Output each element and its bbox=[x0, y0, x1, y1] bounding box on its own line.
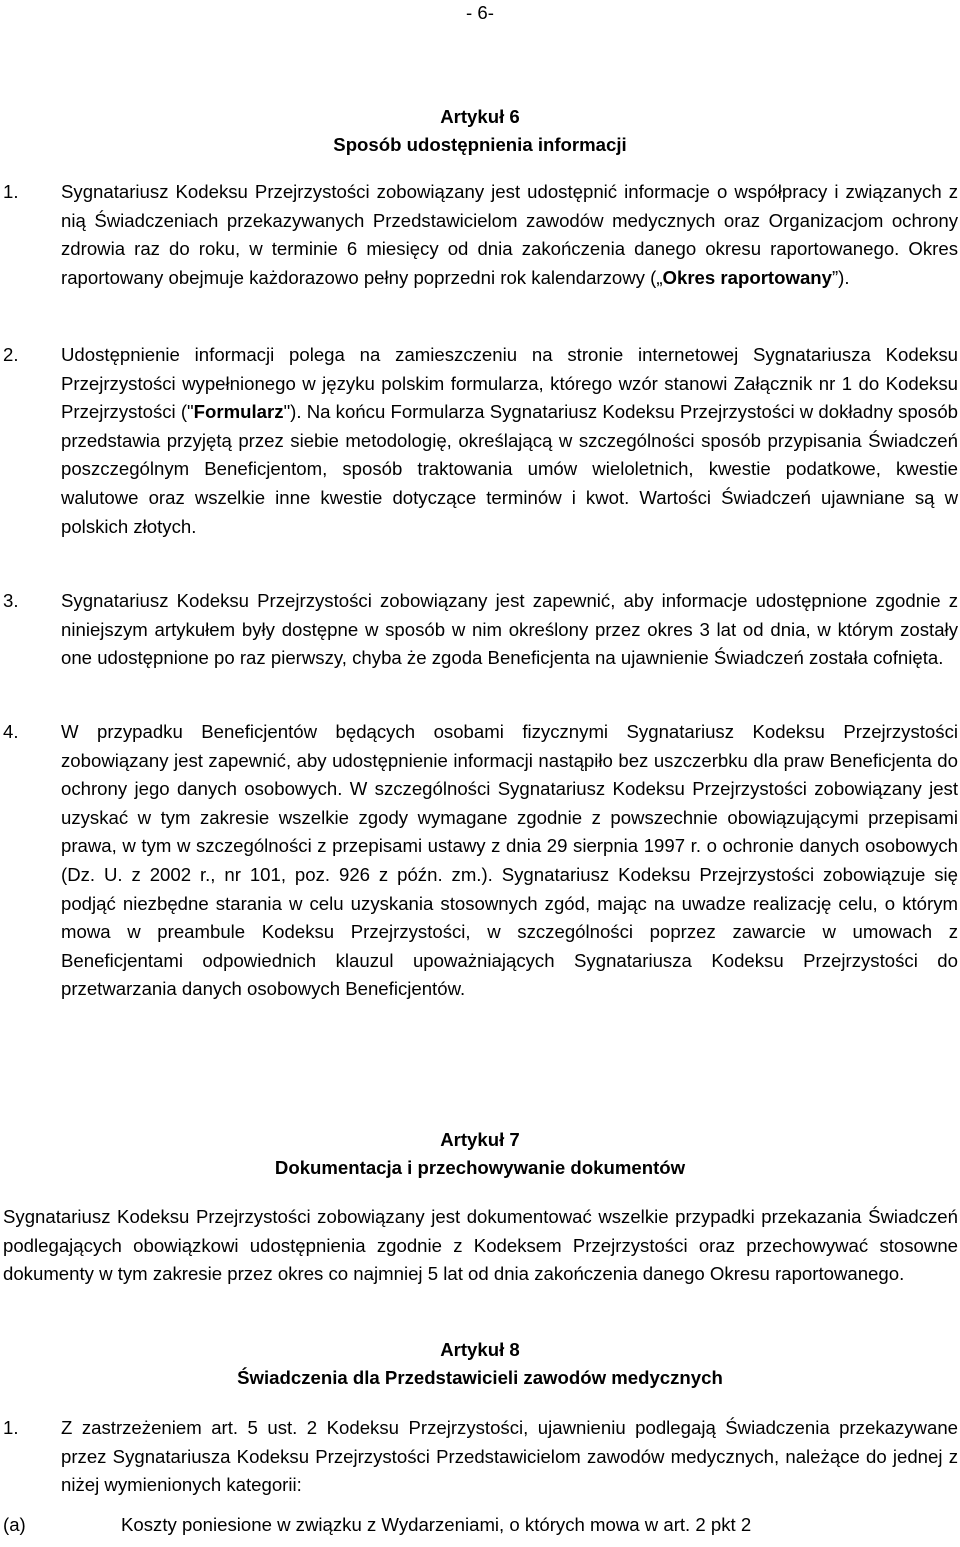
article-7-subtitle: Dokumentacja i przechowywanie dokumentów bbox=[274, 1157, 686, 1178]
article-7-heading bbox=[0, 1126, 960, 1182]
item-letter: (a) bbox=[3, 1514, 26, 1535]
defined-term: Formularz bbox=[193, 401, 284, 423]
item-text: Udostępnienie informacji polega na zamieszczeniu na stronie internetowej Sygnatariusza Kodeksu Przejrzystości wypełnionego w języku polskim formularza, którego wzór stanowi Załącznik nr 1 do Kodeksu Przejrzystości ("Formularz"). Na końcu Formularza Sygnatariusz Kodeksu Przejrzystości w dokładny sposób przedstawia przyjętą przez siebie metodologię, określającą w szczególności sposób przypisania Świadczeń poszczególnym Beneficjentom, sposób traktowania umów wieloletnich, kwestie podatkowe, kwestie walutowe oraz wszelkie inne kwestie dotyczące terminów i kwot. Wartości Świadczeń ujawniane są w polskich złotych. bbox=[61, 344, 958, 537]
paragraph-text: Sygnatariusz Kodeksu Przejrzystości zobowiązany jest dokumentować wszelkie przypadki przekazania Świadczeń podlegających obowiązkowi udostępnienia zgodnie z Kodeksem Przejrzystości oraz przechowywać stosowne dokumenty w tym zakresie przez okres co najmniej 5 lat od dnia zakończenia danego Okresu raportowanego. bbox=[3, 1206, 958, 1285]
article-8-subtitle: Świadczenia dla Przedstawicieli zawodów medycznych bbox=[237, 1367, 723, 1388]
item-number: 3. bbox=[3, 590, 19, 611]
defined-term: Okres raportowany bbox=[662, 266, 832, 288]
article-6-subtitle: Sposób udostępnienia informacji bbox=[333, 134, 627, 155]
item-text: Koszty poniesione w związku z Wydarzeniami, o których mowa w art. 2 pkt 2 bbox=[121, 1514, 752, 1535]
item-number: 1. bbox=[3, 1417, 19, 1438]
item-text: Sygnatariusz Kodeksu Przejrzystości zobowiązany jest zapewnić, aby informacje udostępnione zgodnie z niniejszym artykułem były dostępne w sposób w nim określony przez okres 3 lat od dnia, w którym zostały one udostępnione po raz pierwszy, chyba że zgoda Beneficjenta na ujawnienie Świadczeń została cofnięta. bbox=[61, 590, 958, 669]
item-number: 2. bbox=[3, 344, 19, 365]
item-text: Sygnatariusz Kodeksu Przejrzystości zobowiązany jest udostępnić informacje o współpracy i związanych z nią Świadczeniach przekazywanych Przedstawicielom zawodów medycznych oraz Organizacjom ochrony zdrowia raz do roku, w terminie 6 miesięcy od dnia zakończenia danego okresu raportowanego. Okres raportowany obejmuje każdorazowo pełny poprzedni rok kalendarzowy („Okres raportowany”). bbox=[61, 181, 958, 288]
item-text: Z zastrzeżeniem art. 5 ust. 2 Kodeksu Przejrzystości, ujawnieniu podlegają Świadczenia przekazywane przez Sygnatariusza Kodeksu Przejrzystości Przedstawicielom zawodów medycznych, należące do jednej z niżej wymienionych kategorii: bbox=[61, 1417, 958, 1496]
article-8-heading bbox=[0, 1336, 960, 1392]
item-text: W przypadku Beneficjentów będących osobami fizycznymi Sygnatariusz Kodeksu Przejrzystości zobowiązany jest zapewnić, aby udostępnienie informacji nastąpiło bez uszczerbku dla praw Beneficjenta do ochrony jego danych osobowych. W szczególności Sygnatariusz Kodeksu Przejrzystości zobowiązany jest uzyskać w tym zakresie wszelkie zgody wymagane zgodnie z powszechnie obowiązującymi przepisami prawa, w tym w szczególności z przepisami ustawy z dnia 29 sierpnia 1997 r. o ochronie danych osobowych (Dz. U. z 2002 r., nr 101, poz. 926 z późn. zm.). Sygnatariusz Kodeksu Przejrzystości zobowiązuje się podjąć niezbędne starania w celu uzyskania stosownych zgód, mając na uwadze realizację celu, o którym mowa w preambule Kodeksu Przejrzystości, w szczególności poprzez zawarcie w umowach z Beneficjentami odpowiednich klauzul upoważniających Sygnatariusza Kodeksu Przejrzystości do przetwarzania danych osobowych Beneficjentów. bbox=[61, 721, 958, 1000]
item-number: 1. bbox=[3, 181, 19, 202]
article-6-heading bbox=[0, 103, 960, 159]
article-6-title: Artykuł 6 bbox=[440, 106, 520, 127]
page-number: - 6- bbox=[466, 2, 494, 23]
article-7-title: Artykuł 7 bbox=[440, 1129, 520, 1150]
article-8-title: Artykuł 8 bbox=[440, 1339, 520, 1360]
item-number: 4. bbox=[3, 721, 19, 742]
